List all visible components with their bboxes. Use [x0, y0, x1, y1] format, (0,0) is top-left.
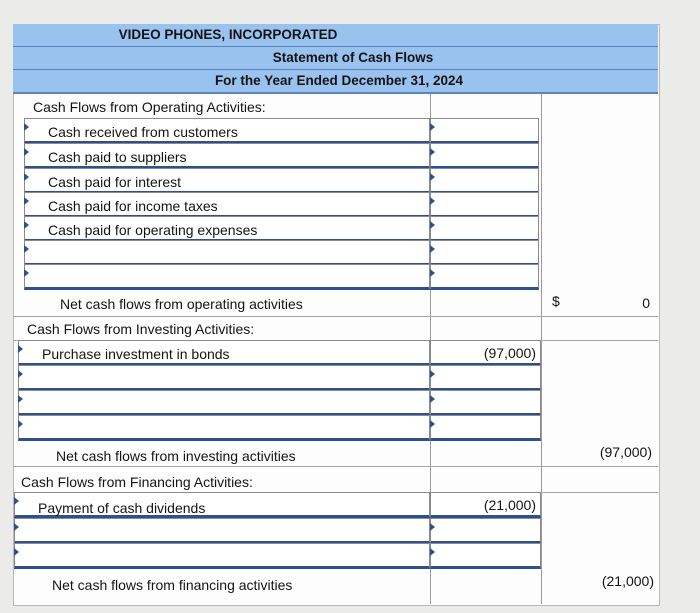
investing-blank-3-amount[interactable] [430, 415, 541, 441]
operating-item-1-amount[interactable] [430, 118, 539, 144]
header-statement-band [13, 47, 658, 71]
investing-item-label: Purchase investment in bonds [42, 346, 230, 362]
header-period-band [13, 70, 658, 94]
operating-item-5-amount[interactable] [430, 216, 539, 242]
operating-item-4-amount[interactable] [430, 192, 539, 218]
operating-blank-2-amount[interactable] [430, 264, 539, 290]
company-name: VIDEO PHONES, INCORPORATED [118, 27, 338, 42]
currency-symbol: $ [552, 293, 560, 309]
operating-item-3-amount[interactable] [430, 168, 539, 194]
investing-heading: Cash Flows from Investing Activities: [27, 321, 255, 337]
operating-item-1-label: Cash received from customers [48, 124, 238, 140]
financing-heading: Cash Flows from Financing Activities: [21, 474, 253, 490]
financing-item-amount: (21,000) [483, 497, 536, 513]
statement-period: For the Year Ended December 31, 2024 [214, 73, 464, 88]
operating-item-3-label: Cash paid for interest [48, 174, 182, 190]
investing-blank-1-field[interactable] [18, 365, 430, 391]
operating-item-5-label: Cash paid for operating expenses [48, 222, 258, 238]
divider-investing [13, 466, 658, 467]
operating-item-2-amount[interactable] [430, 143, 539, 169]
investing-net-label: Net cash flows from investing activities [56, 448, 296, 464]
investing-net-value: (97,000) [599, 444, 652, 460]
operating-net-label: Net cash flows from operating activities [60, 296, 303, 312]
operating-item-4-label: Cash paid for income taxes [48, 198, 218, 214]
operating-blank-2-field[interactable] [24, 264, 430, 290]
operating-item-2-label: Cash paid to suppliers [48, 149, 187, 165]
investing-blank-3-field[interactable] [18, 415, 430, 441]
operating-net-value: 0 [642, 295, 650, 311]
financing-net-value: (21,000) [601, 573, 654, 589]
statement-title: Statement of Cash Flows [272, 50, 434, 65]
investing-blank-2-amount[interactable] [430, 390, 541, 416]
financing-net-label: Net cash flows from financing activities [52, 577, 293, 593]
financing-blank-1-field[interactable] [14, 518, 430, 544]
divider-operating [13, 316, 658, 317]
operating-heading: Cash Flows from Operating Activities: [33, 99, 266, 115]
financing-blank-2-field[interactable] [14, 543, 430, 569]
column-divider-2 [541, 94, 542, 604]
header-company-band [13, 24, 658, 48]
investing-blank-2-field[interactable] [18, 390, 430, 416]
financing-item-label: Payment of cash dividends [38, 500, 206, 516]
investing-blank-1-amount[interactable] [430, 365, 541, 391]
financing-blank-1-amount[interactable] [430, 518, 541, 544]
investing-item-amount: (97,000) [483, 345, 536, 361]
financing-blank-2-amount[interactable] [430, 543, 541, 569]
operating-blank-1-field[interactable] [24, 240, 430, 266]
operating-blank-1-amount[interactable] [430, 240, 539, 266]
